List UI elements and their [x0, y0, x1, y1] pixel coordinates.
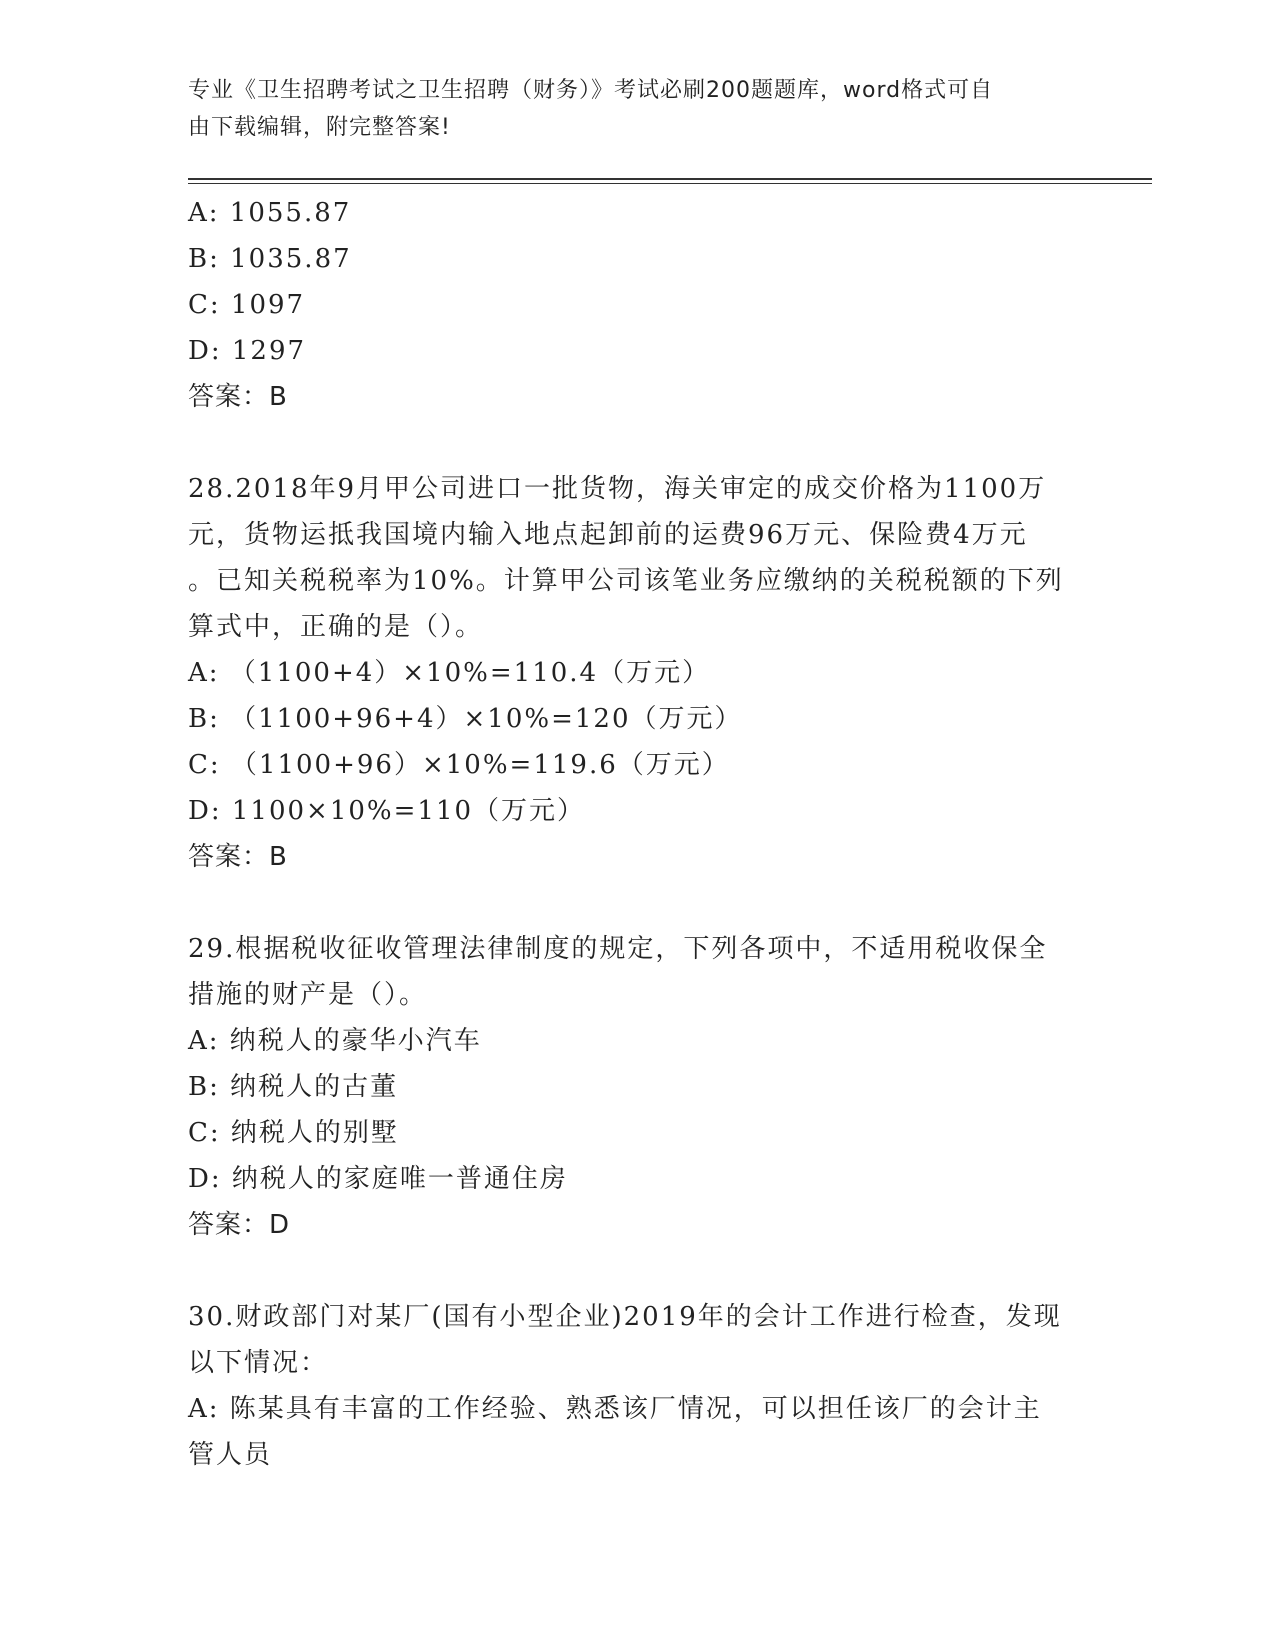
header-divider — [188, 178, 1152, 180]
document-header — [188, 72, 1068, 146]
question-27 — [188, 190, 1088, 420]
option-b: B: 1035.87 — [188, 244, 352, 274]
option-c: C: 纳税人的别墅 — [188, 1118, 399, 1148]
question-stem — [188, 926, 1088, 1018]
question-28 — [188, 466, 1088, 880]
option-a: A: 纳税人的豪华小汽车 — [188, 1026, 482, 1056]
stem-line: 以下情况： — [188, 1348, 329, 1378]
question-content — [188, 190, 1088, 1478]
stem-line: 元，货物运抵我国境内输入地点起卸前的运费96万元、保险费4万元 — [188, 520, 1028, 550]
option-c: C: （1100+96）×10%=119.6（万元） — [188, 750, 730, 780]
option-a: A: 陈某具有丰富的工作经验、熟悉该厂情况，可以担任该厂的会计主 — [188, 1394, 1042, 1424]
stem-line: 算式中，正确的是（）。 — [188, 612, 484, 642]
header-divider-thin — [188, 183, 1152, 184]
option-b: B: 纳税人的古董 — [188, 1072, 399, 1102]
answer-line: 答案：D — [188, 1210, 291, 1240]
option-c: C: 1097 — [188, 290, 306, 320]
option-b: B: （1100+96+4）×10%=120（万元） — [188, 704, 743, 734]
option-d: D: 1297 — [188, 336, 307, 366]
question-stem — [188, 1294, 1088, 1386]
question-stem — [188, 466, 1088, 650]
header-line-2: 由下载编辑，附完整答案! — [188, 115, 451, 140]
question-30 — [188, 1294, 1088, 1478]
stem-line: 28.2018年9月甲公司进口一批货物，海关审定的成交价格为1100万 — [188, 474, 1047, 504]
option-d: D: 纳税人的家庭唯一普通住房 — [188, 1164, 568, 1194]
stem-line: 29.根据税收征收管理法律制度的规定，下列各项中，不适用税收保全 — [188, 934, 1048, 964]
option-a-continued: 管人员 — [188, 1440, 273, 1470]
option-d: D: 1100×10%=110（万元） — [188, 796, 586, 826]
option-a: A: （1100+4）×10%=110.4（万元） — [188, 658, 711, 688]
stem-line: 。已知关税税率为10%。计算甲公司该笔业务应缴纳的关税税额的下列 — [188, 566, 1064, 596]
question-29 — [188, 926, 1088, 1248]
answer-line: 答案：B — [188, 382, 288, 412]
option-a: A: 1055.87 — [188, 198, 352, 228]
stem-line: 30.财政部门对某厂(国有小型企业)2019年的会计工作进行检查，发现 — [188, 1302, 1062, 1332]
stem-line: 措施的财产是（）。 — [188, 980, 428, 1010]
header-line-1: 专业《卫生招聘考试之卫生招聘（财务）》考试必刷200题题库，word格式可自 — [188, 78, 994, 103]
answer-line: 答案：B — [188, 842, 288, 872]
